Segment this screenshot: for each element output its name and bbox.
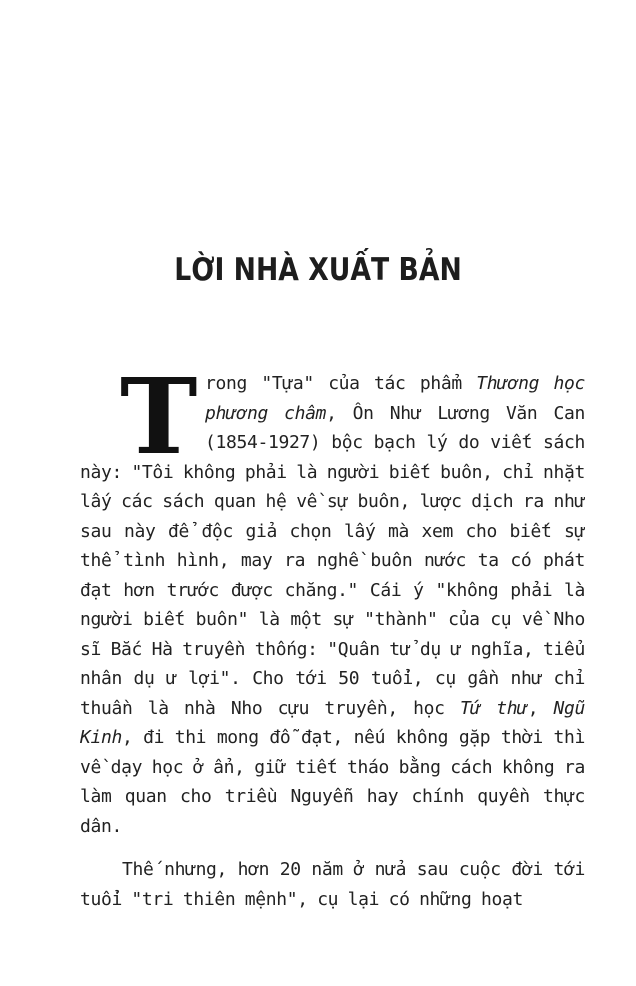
book-title-tu-thu: Tứ thư [459,697,528,719]
drop-cap: T [120,355,198,478]
p1-text-3: , [527,697,554,719]
p1-text-1: rong "Tựa" của tác phẩm [205,373,477,394]
p1-text-2: , Ôn Như Lương Văn Can (1854-1927) bộc bạch lý do viết sách này: "Tôi không phải là người biết buôn, chỉ nhặt lấy các sách quan hệ về sự buôn, lược dịch ra như sau này để độc giả chọn lấy mà xem cho biết sự thể tình hình, may ra nghề buôn nước ta có phát đạt hơn trước được chăng." Cái ý "không phải là người biết buôn" là một sự "thành" của cụ về Nho sĩ Bắc Hà truyền thống: "Quân tử dụ ư nghĩa, tiểu nhân dụ ư lợi". Cho tới 50 tuổi, cụ gần như chỉ thuần là nhà Nho cựu truyền, học [80,402,586,719]
book-title-thuong-hoc: Thương học phương châm [205,373,586,424]
book-title-ngu-kinh: Ngũ Kinh [80,697,585,748]
paragraph-2: Thế nhưng, hơn 20 năm ở nửa sau cuộc đời tới tuổi "tri thiên mệnh", cụ lại có những hoạt [80,859,585,910]
paragraph-1 [80,355,586,841]
p1-text-4: , đi thi mong đỗ đạt, nếu không gặp thời thì về dạy học ở ẩn, giữ tiết tháo bằng cách không ra làm quan cho triều Nguyễn hay chính quyền thực dân. [80,727,585,837]
body-text [80,355,586,914]
page-title: LỜI NHÀ XUẤT BẢN [174,252,462,288]
